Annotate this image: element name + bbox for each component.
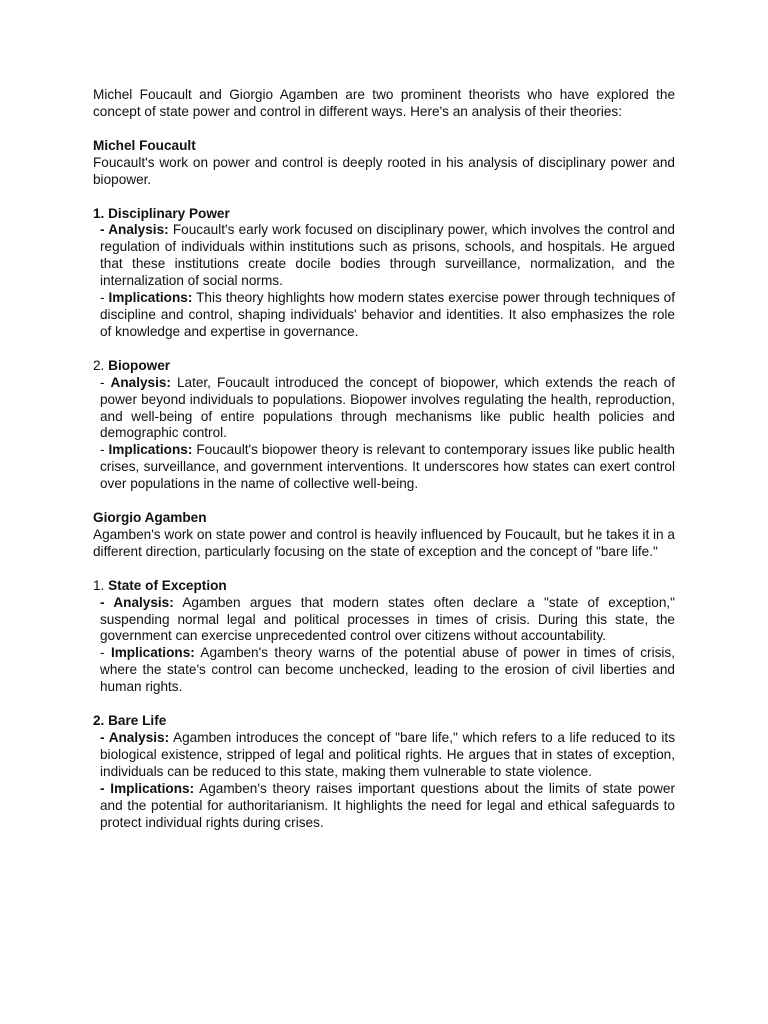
state-of-exception-implications: - Implications: Agamben's theory warns of the potential abuse of power in times of crisis, where the state's control can become unchecked, leading to the erosion of civil liberties and human rights. xyxy=(100,645,675,695)
disciplinary-power-heading: 1. Disciplinary Power xyxy=(93,205,230,221)
section-title: State of Exception xyxy=(108,577,227,593)
agamben-heading: Giorgio Agamben xyxy=(93,510,207,526)
implications-label: Implications: xyxy=(110,645,195,661)
state-of-exception-analysis xyxy=(93,595,675,646)
intro-paragraph: Michel Foucault and Giorgio Agamben are two prominent theorists who have explored the concept of state power and control in different ways. Here's an analysis of their theories: xyxy=(93,87,675,119)
bare-life-heading: 2. Bare Life xyxy=(93,713,167,729)
foucault-summary: Foucault's work on power and control is deeply rooted in his analysis of disciplinary power and biopower. xyxy=(93,154,675,187)
analysis-text: Later, Foucault introduced the concept of biopower, which extends the reach of power beyond individuals to populations. Biopower involves regulating the health, reproduction, and well-being of entire populations through mechanisms like public health policies and demographic control. xyxy=(100,374,675,441)
analysis-label: Analysis: xyxy=(110,374,171,390)
foucault-heading: Michel Foucault xyxy=(93,137,196,153)
implications-text: This theory highlights how modern states exercise power through techniques of discipline and control, shaping individuals' behavior and identities. It also emphasizes the role of knowledge and expertise in governance. xyxy=(100,290,675,339)
analysis-label: - Analysis: xyxy=(100,730,170,745)
biopower-implications: - Implications: Foucault's biopower theory is relevant to contemporary issues like public health crises, surveillance, and government interventions. It underscores how states can exert control over populations in the name of collective well-being. xyxy=(100,442,675,492)
document-body xyxy=(93,87,675,831)
analysis-label: - Analysis: xyxy=(100,594,174,610)
section-title: Biopower xyxy=(108,357,171,373)
implications-text: Foucault's biopower theory is relevant to contemporary issues like public health crises, surveillance, and government interventions. It underscores how states can exert control over populations in the name of collective well-being. xyxy=(100,442,675,492)
analysis-text: Foucault's early work focused on disciplinary power, which involves the control and regulation of individuals within institutions such as prisons, schools, and hospitals. He argued that these institutions create docile bodies through surveillance, normalization, and the internalization of social norms. xyxy=(100,222,675,289)
bare-life-implications xyxy=(93,781,675,832)
implications-label: - Implications: xyxy=(100,780,195,796)
section-number: 1. xyxy=(93,577,109,593)
biopower-heading xyxy=(93,358,675,375)
analysis-text: Agamben argues that modern states often declare a "state of exception," suspending normal legal and political processes in times of crisis. During this state, the government can exercise unprecedented control over citizens without accountability. xyxy=(100,594,676,644)
disciplinary-power-implications: - Implications: This theory highlights how modern states exercise power through techniques of discipline and control, shaping individuals' behavior and identities. It also emphasizes the role of knowledge and expertise in governance. xyxy=(100,290,675,339)
analysis-label: - Analysis: xyxy=(100,222,169,238)
biopower-analysis: - Analysis: Later, Foucault introduced the concept of biopower, which extends the reach of power beyond individuals to populations. Biopower involves regulating the health, reproduction, and well-being of entire populations through mechanisms like public health policies and demographic control. xyxy=(100,374,675,441)
agamben-summary: Agamben's work on state power and control is heavily influenced by Foucault, but he takes it in a different direction, particularly focusing on the state of exception and the concept of "bare life." xyxy=(93,526,675,559)
implications-text: Agamben's theory warns of the potential abuse of power in times of crisis, where the state's control can become unchecked, leading to the erosion of civil liberties and human rights. xyxy=(100,645,675,695)
state-of-exception-heading xyxy=(93,578,675,595)
implications-label: Implications: xyxy=(108,442,193,458)
implications-label: Implications: xyxy=(108,290,193,306)
disciplinary-power-analysis xyxy=(93,222,675,290)
implications-text: Agamben's theory raises important questions about the limits of state power and the potential for authoritarianism. It highlights the need for legal and ethical safeguards to protect individual rights during crises. xyxy=(100,780,675,830)
analysis-text: Agamben introduces the concept of "bare life," which refers to a life reduced to its biological existence, stripped of legal and political rights. He argues that in states of exception, individuals can be reduced to this state, making them vulnerable to state violence. xyxy=(100,730,675,779)
section-number: 2. xyxy=(93,357,109,373)
bare-life-analysis xyxy=(93,730,675,781)
